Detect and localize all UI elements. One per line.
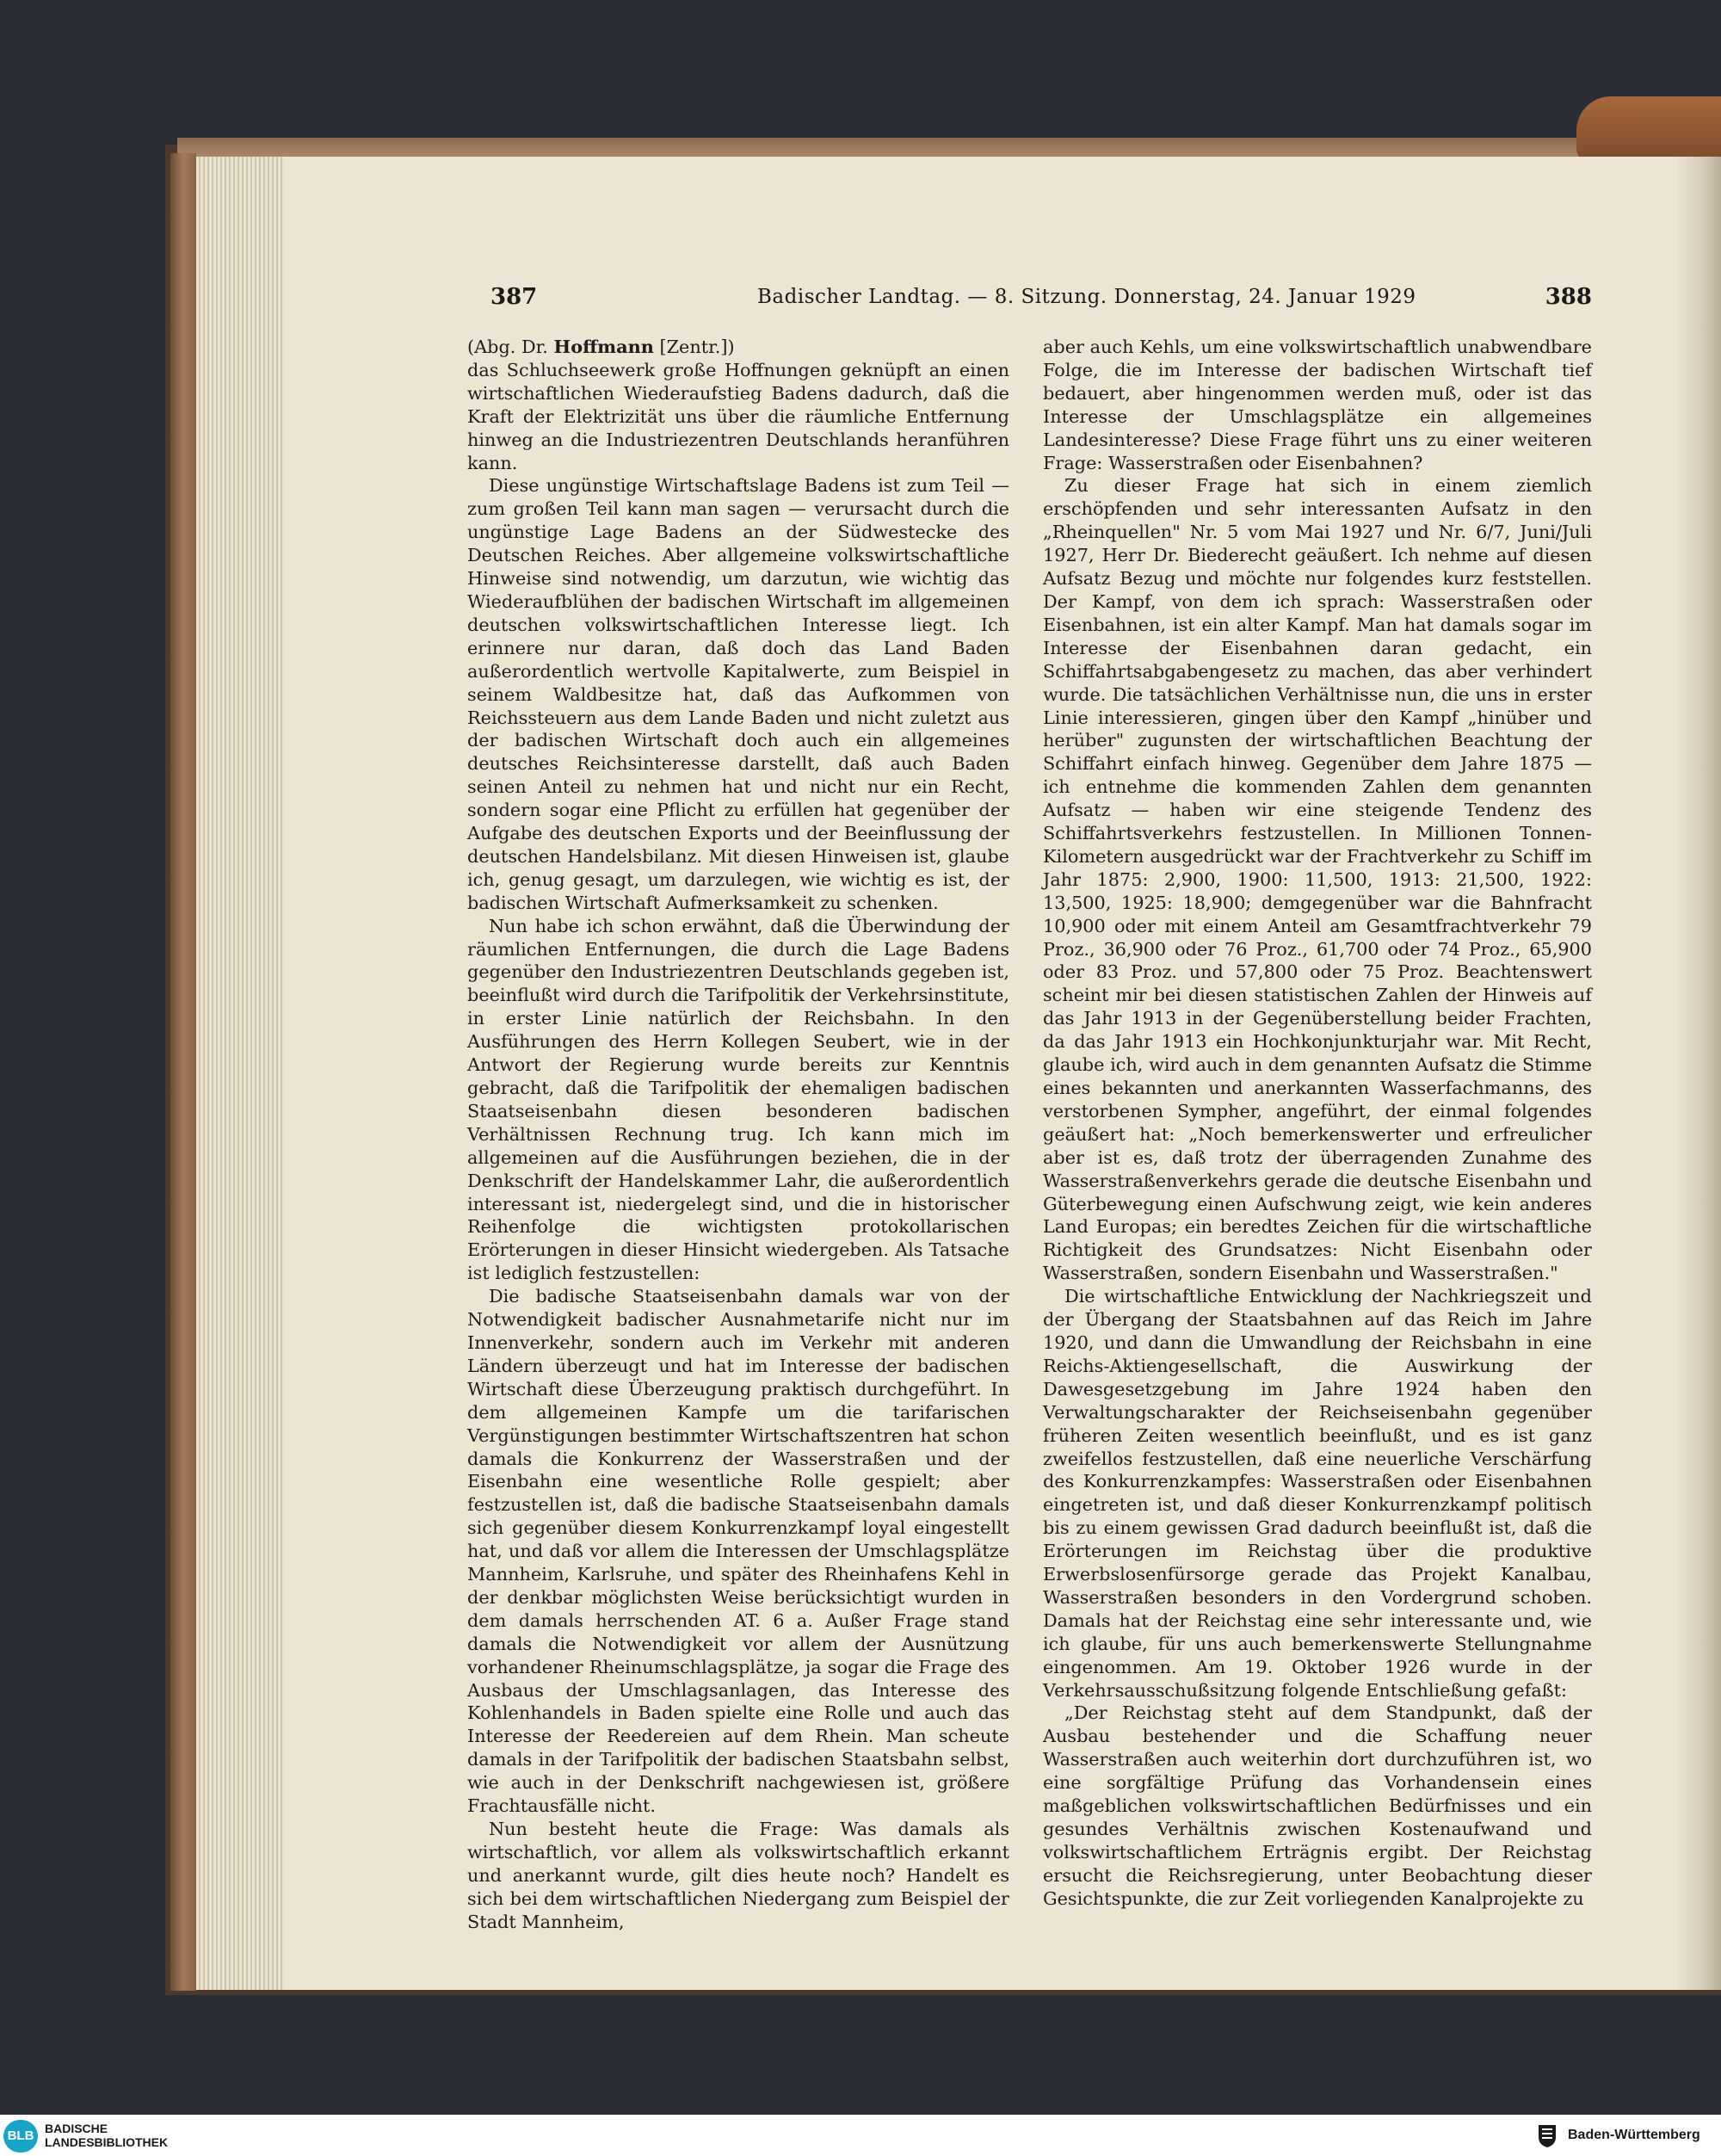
paragraph: Diese ungünstige Wirtschaftslage Badens ist zum Teil — zum großen Teil kann man sagen — verursacht durch die ungünstige Lage Badens an der Südwestecke des Deutschen Reiches. Aber allgemeine volkswirtschaftliche Hinweise sind notwendig, um darzutun, wie wichtig das Wiederaufblühen der badischen Wirtschaft im allgemeinen deutschen volkswirtschaftlichen Interesse liegt. Ich erinnere nur daran, daß doch das Land Baden außerordentlich wertvolle Kapitalwerte, zum Beispiel in seinem Waldbesitze hat, daß das Aufkommen von Reichssteuern aus dem Lande Baden und nicht zuletzt aus der badischen Wirtschaft doch auch ein allgemeines deutsches Reichsinteresse darstellt, daß auch Baden seinen Anteil zu nehmen hat und nicht nur ein Recht, sondern sogar eine Pflicht zu erfüllen hat gegenüber der Aufgabe des deutschen Exports und der Beeinflussung der deutschen Handelsbilanz. Mit diesen Hinweisen ist, glaube ich, genug gesagt, um darzulegen, wie wichtig es ist, der badischen Wirtschaft Aufmerksamkeit zu schenken. — [467, 475, 1009, 913]
running-title: Badischer Landtag. — 8. Sitzung. Donnerstag, 24. Januar 1929 — [757, 286, 1416, 308]
speaker-name: Hoffmann — [553, 336, 654, 357]
library-name-line2: LANDESBIBLIOTHEK — [45, 2135, 169, 2149]
speaker-prefix: (Abg. Dr. — [467, 337, 554, 357]
paragraph: Nun besteht heute die Frage: Was damals als wirtschaftlich, vor allem als volkswirtschaftlich erkannt und anerkannt wurde, gilt dies heute noch? Handelt es sich bei dem wirtschaftlichen Niedergang zum Beispiel der Stadt Mannheim, — [467, 1819, 1009, 1932]
book-cover-corner — [1576, 96, 1721, 165]
quoted-resolution: „Der Reichstag steht auf dem Standpunkt, daß der Ausbau bestehender und die Schaffung neuer Wasserstraßen auch weiterhin dort durchzuführen ist, wo eine sorgfältige Prüfung das Vorhandensein eines maßgeblichen volkswirtschaftlichen Bedürfnisses und ein gesundes Verhältnis zwischen Kostenaufwand und volkswirtschaftlichem Erträgnis ergibt. Der Reichstag ersucht die Reichsregierung, unter Beobachtung dieser Gesichtspunkte, die zur Zeit vorliegenden Kanalprojekte zu — [1043, 1702, 1592, 1909]
paragraph: das Schluchseewerk große Hoffnungen geknüpft an einen wirtschaftlichen Wiederaufstieg Badens dadurch, daß die Kraft der Elektrizität uns über die räumliche Entfernung hinweg an die Industriezentren Deutschlands heranführen kann. — [467, 359, 1009, 473]
paragraph: Die badische Staatseisenbahn damals war von der Notwendigkeit badischer Ausnahmetarife nicht nur im Innenverkehr, sondern auch im Verkehr mit anderen Ländern überzeugt und hat im Interesse der badischen Wirtschaft diese Überzeugung praktisch durchgeführt. In dem allgemeinen Kampfe um die tarifarischen Vergünstigungen bestimmter Wirtschaftszentren hat schon damals die Konkurrenz der Wasserstraßen und der Eisenbahn eine wesentliche Rolle gespielt; aber festzustellen ist, daß die badische Staatseisenbahn damals sich gegenüber diesem Konkurrenzkampf loyal eingestellt hat, und daß vor allem die Interessen der Umschlagsplätze Mannheim, Karlsruhe, und später des Rheinhafens Kehl in der denkbar möglichsten Weise berücksichtigt wurden in dem damals herrschenden AT. 6 a. Außer Frage stand damals die Notwendigkeit vor allem der Ausnützung vorhandener Rheinumschlagsplätze, ja sogar die Frage des Ausbaus der Umschlagsanlagen, das Interesse des Kohlenhandels in Baden spielte eine Rolle und auch das Interesse der Reedereien auf dem Rhein. Man scheute damals in der Tarifpolitik der badischen Staatsbahn selbst, wie auch in der Denkschrift nachgewiesen ist, größere Frachtausfälle nicht. — [467, 1286, 1009, 1817]
state-name[interactable]: Baden-Württemberg — [1568, 2128, 1700, 2142]
page-number-right: 388 — [1545, 284, 1592, 310]
left-text-column — [467, 336, 1009, 1934]
speaker-line — [467, 336, 1009, 359]
blb-logo[interactable]: BLB — [3, 2120, 38, 2153]
library-name-line1: BADISCHE — [45, 2122, 108, 2135]
page-number-left: 387 — [490, 284, 538, 310]
paragraph: Nun habe ich schon erwähnt, daß die Überwindung der räumlichen Entfernungen, die durch die Lage Badens gegenüber den Industriezentren Deutschlands gegeben ist, beeinflußt wird durch die Tarifpolitik der Verkehrsinstitute, in erster Linie natürlich der Reichsbahn. In den Ausführungen des Herrn Kollegen Seubert, wie in der Antwort der Regierung wurde bereits zur Kenntnis gebracht, daß die Tarifpolitik der ehemaligen badischen Staatseisenbahn diesen besonderen badischen Verhältnissen Rechnung trug. Ich kann mich im allgemeinen auf die Ausführungen beziehen, die in der Denkschrift der Handelskammer Lahr, die außerordentlich interessant ist, niedergelegt sind, und die in historischer Reihenfolge die wichtigsten protokollarischen Erörterungen in dieser Hinsicht wiedergeben. Als Tatsache ist lediglich festzustellen: — [467, 915, 1009, 1284]
viewer-footer — [0, 2115, 1721, 2156]
page-header — [490, 284, 1592, 318]
coat-of-arms-icon — [1533, 2122, 1561, 2149]
page-gutter — [1676, 157, 1721, 1990]
paragraph: Zu dieser Frage hat sich in einem ziemlich erschöpfenden und sehr interessanten Aufsatz in den „Rheinquellen" Nr. 5 vom Mai 1927 und Nr. 6/7, Juni/Juli 1927, Herr Dr. Biederecht geäußert. Ich nehme auf diesen Aufsatz Bezug und möchte nur folgendes kurz feststellen. Der Kampf, von dem ich sprach: Wasserstraßen oder Eisenbahnen, ist ein alter Kampf. Man hat damals sogar im Interesse der Eisenbahnen daran gedacht, ein Schiffahrtsabgabengesetz zu machen, das aber verhindert wurde. Die tatsächlichen Verhältnisse nun, die uns in erster Linie interessieren, gingen über den Kampf „hinüber und herüber" zugunsten der wirtschaftlichen Beachtung der Schiffahrt einfach hinweg. Gegenüber dem Jahre 1875 — ich entnehme die kommenden Zahlen dem genannten Aufsatz — haben wir eine steigende Tendenz des Schiffahrtsverkehrs festzustellen. In Millionen Tonnen-Kilometern ausgedrückt war der Frachtverkehr zu Schiff im Jahr 1875: 2,900, 1900: 11,500, 1913: 21,500, 1922: 13,500, 1925: 18,900; demgegenüber war die Bahnfracht 10,900 oder mit einem Anteil am Gesamtfrachtverkehr 79 Proz., 36,900 oder 76 Proz., 61,700 oder 74 Proz., 65,900 oder 83 Proz. und 57,800 oder 75 Proz. Beachtenswert scheint mir bei diesen statistischen Zahlen der Hinweis auf das Jahr 1913 in der Gegenüberstellung beider Frachten, da das Jahr 1913 ein Hochkonjunkturjahr war. Mit Recht, glaube ich, wird auch in dem genannten Aufsatz die Stimme eines bekannten und anerkannten Wasserfachmanns, des verstorbenen Sympher, angeführt, der einmal folgendes geäußert hat: „Noch bemerkenswerter und erfreulicher aber ist es, daß trotz der überragenden Zunahme des Wasserstraßenverkehrs gerade die deutsche Eisenbahn und Güterbewegung einen Aufschwung zeigt, wie kein anderes Land Europas; ein beredtes Zeichen für die wirtschaftliche Richtigkeit des Grundsatzes: Nicht Eisenbahn oder Wasserstraßen, sondern Eisenbahn und Wasserstraßen." — [1043, 475, 1592, 1284]
right-text-column — [1043, 336, 1592, 1911]
speaker-suffix: [Zentr.]) — [653, 337, 735, 357]
paragraph: aber auch Kehls, um eine volkswirtschaftlich unabwendbare Folge, die im Interesse der badischen Wirtschaft tief bedauert, aber hingenommen werden muß, oder ist das Interesse der Umschlagsplätze ein allgemeines Landesinteresse? Diese Frage führt uns zu einer weiteren Frage: Wasserstraßen oder Eisenbahnen? — [1043, 337, 1592, 473]
book-spine-edge — [170, 153, 196, 1991]
page-stack-edges — [196, 157, 291, 1990]
library-name — [45, 2122, 168, 2149]
paragraph: Die wirtschaftliche Entwicklung der Nachkriegszeit und der Übergang der Staatsbahnen auf das Reich im Jahre 1920, und dann die Umwandlung der Reichsbahn in eine Reichs-Aktiengesellschaft, die Auswirkung der Dawesgesetzgebung im Jahre 1924 haben den Verwaltungscharakter der Reichseisenbahn gegenüber früheren Zeiten wesentlich beeinflußt, und es ist ganz zweifellos festzustellen, daß eine neuerliche Verschärfung des Konkurrenzkampfes: Wasserstraßen oder Eisenbahnen eingetreten ist, und daß dieser Konkurrenzkampf politisch bis zu einem gewissen Grad dadurch beeinflußt ist, daß die Erörterungen im Reichstag über die produktive Erwerbslosenfürsorge gerade das Projekt Kanalbau, Wasserstraßen besonders in den Vordergrund schoben. Damals hat der Reichstag eine sehr interessante und, wie ich glaube, für uns auch bemerkenswerte Stellungnahme eingenommen. Am 19. Oktober 1926 wurde in der Verkehrsausschußsitzung folgende Entschließung gefaßt: — [1043, 1286, 1592, 1701]
